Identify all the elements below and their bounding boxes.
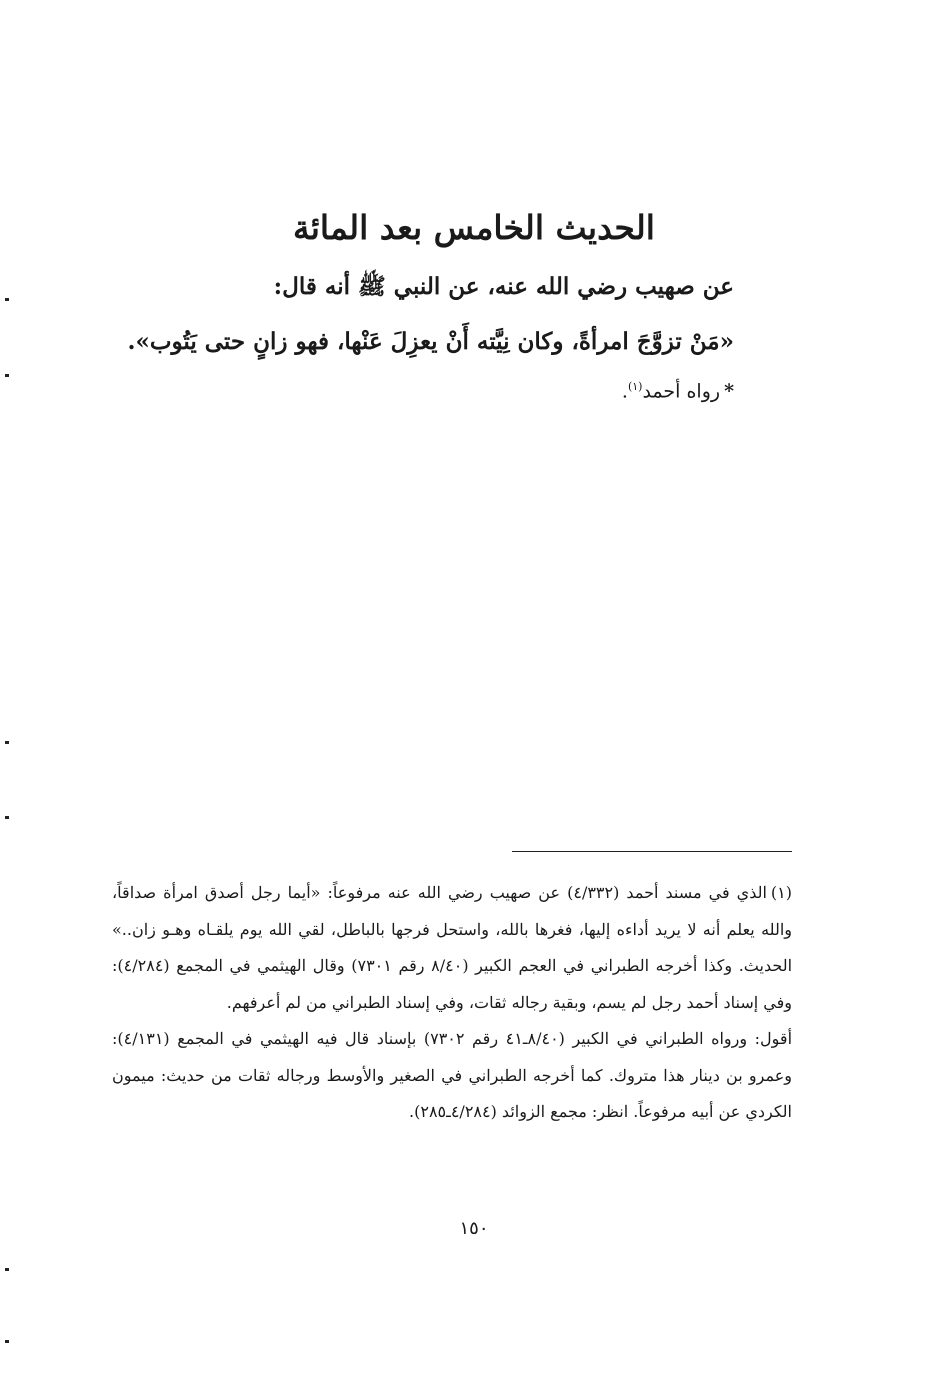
scan-mark bbox=[5, 1340, 9, 1343]
hadith-text: «مَنْ تزوَّجَ امرأةً، وكان نِيَّته أَنْ يعزِلَ عَنْها، فهو زانٍ حتى يَتُوب». bbox=[127, 328, 734, 355]
scan-mark bbox=[5, 816, 9, 819]
footnote-separator bbox=[512, 851, 792, 852]
source-end: . bbox=[621, 380, 628, 403]
narration-line: عن صهيب رضي الله عنه، عن النبي ﷺ أنه قال: bbox=[273, 273, 734, 300]
page-title: الحديث الخامس بعد المائة bbox=[293, 208, 655, 247]
source-text: رواه أحمد bbox=[642, 380, 721, 403]
scan-mark bbox=[5, 741, 9, 744]
scan-mark bbox=[5, 1268, 9, 1271]
footnotes bbox=[112, 875, 792, 1131]
footnote-1-text: الذي في مسند أحمد (٤/٣٣٢) عن صهيب رضي الله عنه مرفوعاً: «أيما رجل أصدق امرأة صداقاً، والله يعلم أنه لا يريد أداءه إليها، فغرها بالله، واستحل فرجها بالباطل، لقي الله يوم يلقـاه وهـو زان..» الحديث. وكذا أخرجه الطبراني في العجم الكبير (٨/٤٠ رقم ٧٣٠١) وقال الهيثمي في المجمع (٤/٢٨٤): وفي إسناد أحمد رجل لم يسم، وبقية رجاله ثقات، وفي إسناد الطبراني من لم أعرفهم. bbox=[112, 883, 793, 1012]
footnote-1-continuation: أقول: ورواه الطبراني في الكبير (٨/٤٠ـ٤١ رقم ٧٣٠٢) بإسناد قال فيه الهيثمي في المجمع (٤/١٣١): وعمرو بن دينار هذا متروك. كما أخرجه الطبراني في الصغير والأوسط ورجاله ثقات من حديث: ميمون الكردي عن أبيه مرفوعاً. انظر: مجمع الزوائد (٤/٢٨٤ـ٢٨٥). bbox=[112, 1029, 793, 1121]
hadith-source bbox=[174, 380, 734, 402]
footnote-reference: (١) bbox=[627, 380, 643, 393]
footnote-number: (١) bbox=[770, 883, 793, 902]
star-marker: * bbox=[724, 380, 734, 403]
page-number: ١٥٠ bbox=[459, 1218, 489, 1239]
scan-mark bbox=[5, 374, 9, 377]
footnote-1 bbox=[112, 875, 792, 1021]
scan-mark bbox=[5, 298, 9, 301]
